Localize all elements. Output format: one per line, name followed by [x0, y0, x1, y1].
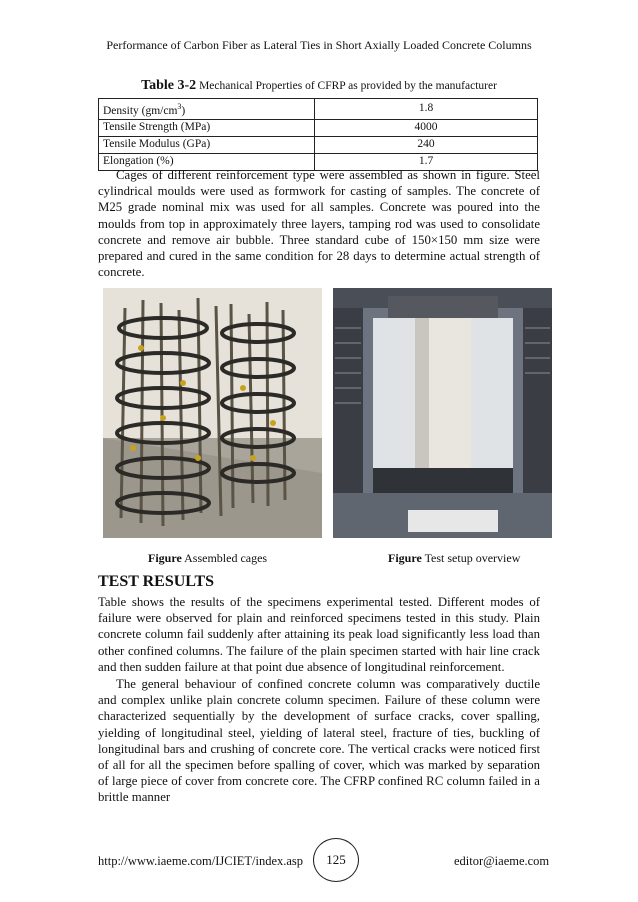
table-row: [99, 99, 538, 120]
page-number: 125: [313, 838, 359, 882]
table-label: Table 3-2: [141, 78, 197, 93]
table-caption-text: Mechanical Properties of CFRP as provided by the manufacturer: [199, 80, 497, 92]
figure-caption-left: Figure Assembled cages: [148, 551, 268, 565]
section-heading: TEST RESULTS: [98, 573, 215, 590]
footer-url[interactable]: http://www.iaeme.com/IJCIET/index.asp: [98, 854, 304, 868]
table-row: [99, 136, 538, 153]
table-cell-value: 240: [315, 136, 538, 153]
figure-caption-right: Figure Test setup overview: [388, 551, 521, 565]
paragraph-results: Table shows the results of the specimens experimental tested. Different modes of failure were observed for plain and reinforced specimens tested in this study. Plain concrete column fail suddenly after attaining its peak load significantly less load than other confined columns. The failure of the plain specimen started with hair line crack and then sudden failure at that point due absence of longitudinal reinforcement.: [98, 595, 540, 674]
running-header: Performance of Carbon Fiber as Lateral Ties in Short Axially Loaded Concrete Columns: [106, 38, 532, 52]
photo-assembled-cages: [103, 288, 322, 538]
table-cell-property: Density $(gm/cm^3)$: [99, 99, 315, 120]
footer-email[interactable]: editor@iaeme.com: [454, 854, 550, 868]
paragraph-casting: Cages of different reinforcement type were assembled as shown in figure. Steel cylindrical moulds were used as formwork for casting of samples. The concrete of M25 grade nominal mix was used for all samples. Concrete was poured into the moulds from top in approximately three layers, tamping rod was used to consolidate concrete and remove air bubble. Three standard cube of 150×150 mm size were prepared and cured in the same condition for 28 days to determine actual strength of concrete.: [98, 168, 540, 280]
table-cell-property: Tensile Modulus (GPa): [99, 136, 315, 153]
table-cell-property: Tensile Strength (MPa): [99, 119, 315, 136]
table-cell-value: 1.8: [315, 99, 538, 120]
table-caption: [0, 78, 638, 94]
photo-test-setup: [333, 288, 552, 538]
table-row: [99, 119, 538, 136]
table-cell-value: 4000: [315, 119, 538, 136]
properties-table: [98, 98, 538, 171]
table-cell-property: Elongation (%): [99, 153, 315, 170]
paragraph-behaviour: The general behaviour of confined concrete column was comparatively ductile and complex unlike plain concrete column specimen. Failure of these column were characterized sequentially by the development of surface cracks, cover spalling, yielding of longitudinal steel, yielding of lateral steel, fracture of ties, buckling of longitudinal bars and crushing of concrete core. The vertical cracks were noticed first of all for all the specimen before spalling of cover, which was marked by separation of large piece of cover from concrete core. The CFRP confined RC column failed in a brittle manner: [98, 677, 540, 805]
table-cell-value: 1.7: [315, 153, 538, 170]
